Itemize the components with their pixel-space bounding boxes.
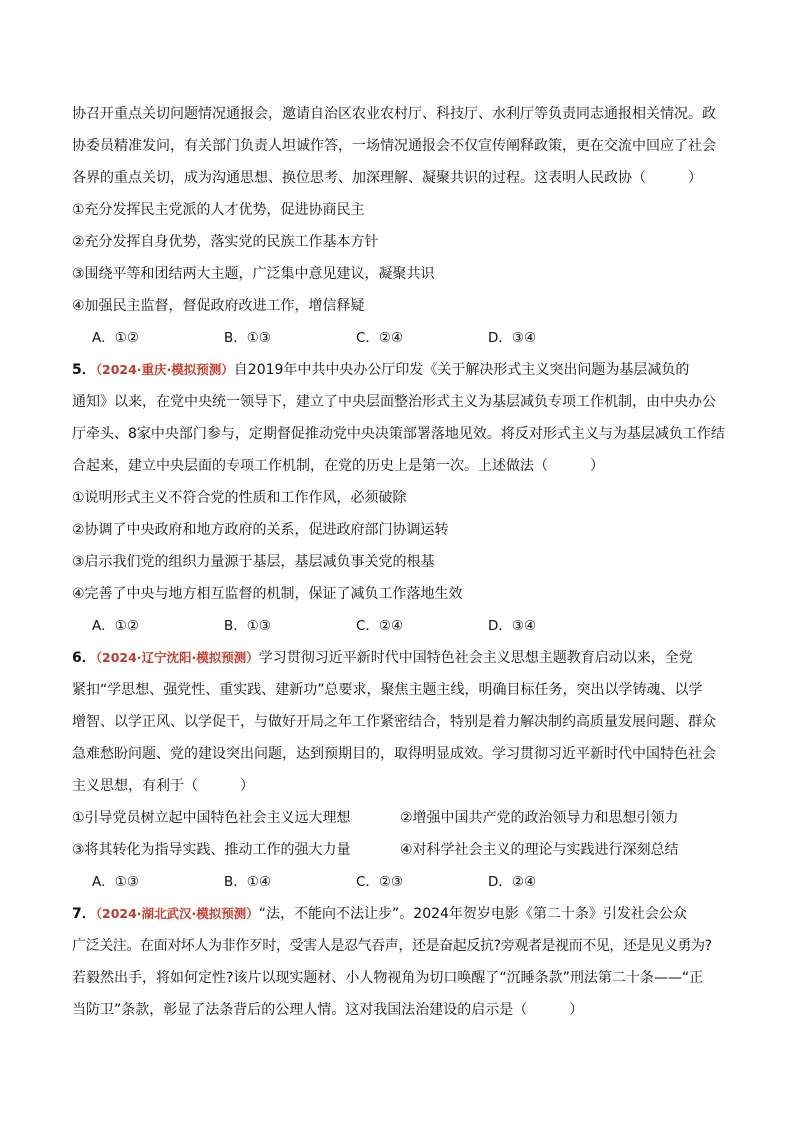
q4-stem-line: 协召开重点关切问题情况通报会，邀请自治区农业农村厅、科技厅、水利厅等负责同志通报相关情况。政 — [72, 106, 716, 122]
q5-stem — [72, 354, 724, 482]
q7-stem-line: 当防卫”条款，彰显了法条背后的公理人情。这对我国法治建设的启示是（ ） — [72, 1002, 584, 1018]
q4-statement-4: ④加强民主监督，督促政府改进工作，增信释疑 — [72, 298, 365, 314]
q6-first-line — [72, 642, 724, 674]
q5-stem-line: 合起来，建立中央层面的专项工作机制，在党的历史上是第一次。上述做法（ ） — [72, 458, 604, 474]
q7-stem-line: 若毅然出手，将如何定性?该片以现实题材、小人物视角为切口唤醒了“沉睡条款”刑法第二十条——“正 — [72, 970, 704, 986]
q6-stem-line: 急难愁盼问题、党的建设突出问题，达到预期目的，取得明显成效。学习贯彻习近平新时代中国特色社会 — [72, 746, 716, 762]
q5-source: （2024·重庆·模拟预测） — [95, 362, 234, 377]
q6-stem-line: 主义思想，有利于（ ） — [72, 778, 254, 794]
q6-statement-2: ②增强中国共产党的政治领导力和思想引领力 — [400, 810, 679, 826]
q6-stem — [72, 642, 724, 802]
q5-options — [72, 610, 724, 642]
q5-statement-3: ③启示我们党的组织力量源于基层，基层减负事关党的根基 — [72, 554, 435, 570]
q5-option-a: A．①② — [92, 618, 139, 634]
q7-first-line-text: “法，不能向不法让步”。2024年贺岁电影《第二十条》引发社会公众 — [258, 906, 687, 922]
q6-source: （2024·辽宁沈阳·模拟预测） — [95, 650, 259, 665]
q4-stem-line: 协委员精准发问，有关部门负责人坦诚作答，一场情况通报会不仅宣传阐释政策，更在交流中回应了社会 — [72, 138, 716, 154]
q5-stem-line: 通知》以来，在党中央统一领导下，建立了中央层面整治形式主义为基层减负专项工作机制，由中央办公 — [72, 394, 716, 410]
q6-statement-3: ③将其转化为指导实践、推动工作的强大力量 — [72, 842, 351, 858]
q6-stem-line: 紧扣“学思想、强党性、重实践、建新功”总要求，聚焦主题主线，明确目标任务，突出以学铸魂、以学 — [72, 682, 703, 698]
document-content — [72, 98, 724, 1026]
q6-first-line-text: 学习贯彻习近平新时代中国特色社会主义思想主题教育启动以来，全党 — [258, 650, 693, 666]
q4-option-c: C．②④ — [356, 330, 404, 346]
q4-statement-1: ①充分发挥民主党派的人才优势，促进协商民主 — [72, 202, 365, 218]
q5-option-d: D．③④ — [488, 618, 537, 634]
q6-number: 6． — [72, 650, 96, 666]
q7-source: （2024·湖北武汉·模拟预测） — [95, 906, 259, 921]
q4-stem — [72, 98, 724, 194]
q6-option-b: B．①④ — [224, 874, 271, 890]
q4-options — [72, 322, 724, 354]
q6-option-d: D．②④ — [488, 874, 537, 890]
q6-statement-4: ④对科学社会主义的理论与实践进行深刻总结 — [400, 842, 679, 858]
q7-first-line — [72, 898, 724, 930]
q7-stem — [72, 898, 724, 1026]
q5-number: 5． — [72, 362, 96, 378]
q7-stem-line: 广泛关注。在面对坏人为非作歹时，受害人是忍气吞声，还是奋起反抗?旁观者是视而不见，还是见义勇为? — [72, 938, 712, 954]
q5-first-line-text: 自2019年中共中央办公厅印发《关于解决形式主义突出问题为基层减负的 — [233, 362, 690, 378]
q5-option-c: C．②④ — [356, 618, 404, 634]
q4-stem-line: 各界的重点关切，成为沟通思想、换位思考、加深理解、凝聚共识的过程。这表明人民政协（ ） — [72, 170, 702, 186]
q7-number: 7． — [72, 906, 96, 922]
q5-stem-line: 厅牵头、8家中央部门参与，定期督促推动党中央决策部署落地见效。将反对形式主义与为基层减负工作结 — [72, 426, 725, 442]
q5-statement-4: ④完善了中央与地方相互监督的机制，保证了减负工作落地生效 — [72, 586, 463, 602]
q5-option-b: B．①③ — [224, 618, 271, 634]
q5-first-line — [72, 354, 724, 386]
q6-statements-row-1 — [72, 802, 724, 834]
q6-statement-1: ①引导党员树立起中国特色社会主义远大理想 — [72, 810, 351, 826]
q6-option-c: C．②③ — [356, 874, 404, 890]
q5-statement-2: ②协调了中央政府和地方政府的关系，促进政府部门协调运转 — [72, 522, 449, 538]
q6-stem-line: 增智、以学正风、以学促干，与做好开局之年工作紧密结合，特别是着力解决制约高质量发展问题、群众 — [72, 714, 716, 730]
q6-option-a: A．①③ — [92, 874, 139, 890]
q5-statement-1: ①说明形式主义不符合党的性质和工作作风，必须破除 — [72, 490, 407, 506]
q4-option-a: A．①② — [92, 330, 139, 346]
q6-statements-row-2 — [72, 834, 724, 866]
q4-statement-3: ③围绕平等和团结两大主题，广泛集中意见建议，凝聚共识 — [72, 266, 435, 282]
q6-options — [72, 866, 724, 898]
q4-statement-2: ②充分发挥自身优势，落实党的民族工作基本方针 — [72, 234, 379, 250]
q4-option-d: D．③④ — [488, 330, 537, 346]
q4-option-b: B．①③ — [224, 330, 271, 346]
